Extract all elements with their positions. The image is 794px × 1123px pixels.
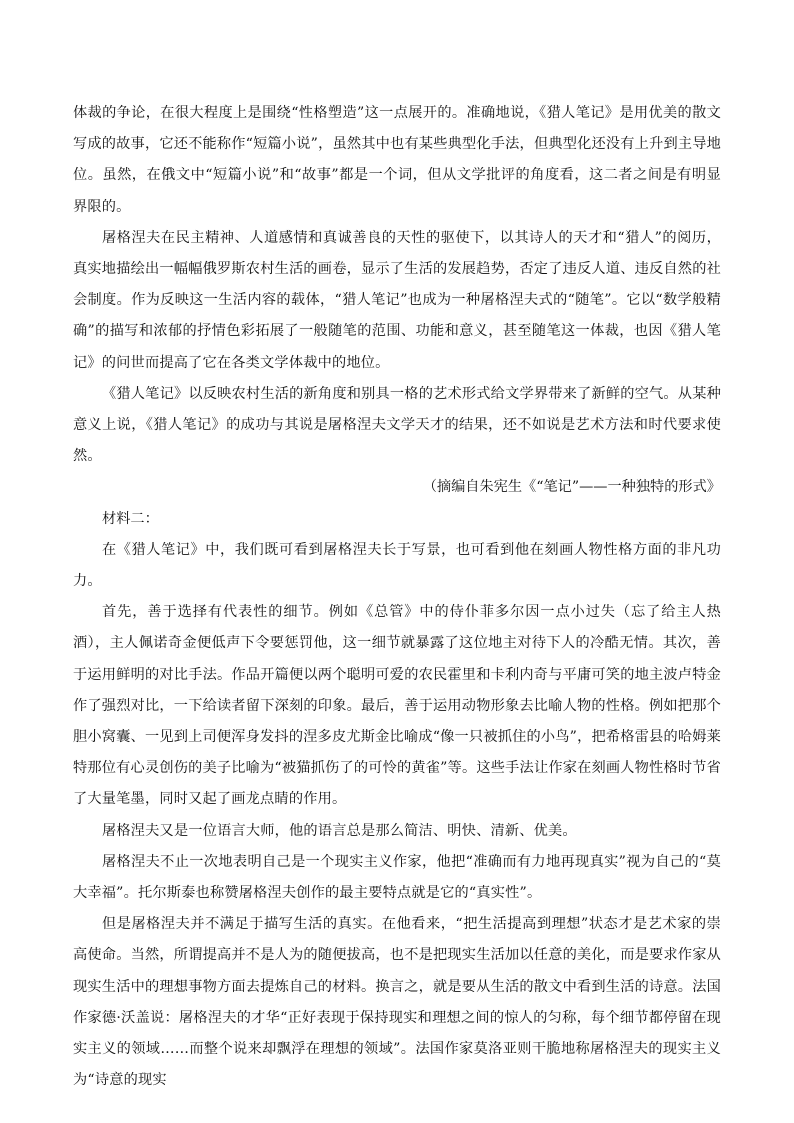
document-body: [73, 98, 721, 1097]
paragraph-ideal: 但是屠格涅夫并不满足于描写生活的真实。在他看来，“把生活提高到理想”状态才是艺术家的崇高使命。当然，所谓提高并不是人为的随便拔高，也不是把现实生活加以任意的美化，而是要求作家从现实生活中的理想事物方面去提炼自己的材料。换言之，就是要从生活的散文中看到生活的诗意。法国作家德·沃盖说：屠格涅夫的才华“正好表现于保持现实和理想之间的惊人的匀称，每个细节都停留在现实主义的领域……而整个说来却飘浮在理想的领域”。法国作家莫洛亚则干脆地称屠格涅夫的现实主义为“诗意的现实: [73, 916, 721, 1089]
paragraph-intro: 在《猎人笔记》中，我们既可看到屠格涅夫长于写景，也可看到他在刻画人物性格方面的非凡功力。: [73, 541, 721, 590]
material-two-label: 材料二：: [102, 510, 159, 527]
paragraph-new-perspective: 《猎人笔记》以反映农村生活的新角度和别具一格的艺术形式给文学界带来了新鲜的空气。从某种意义上说，《猎人笔记》的成功与其说是屠格涅夫文学天才的结果，还不如说是艺术方法和时代要求使然。: [73, 385, 721, 465]
paragraph-continuation: 体裁的争论，在很大程度上是围绕“性格塑造”这一点展开的。准确地说，《猎人笔记》是用优美的散文写成的故事，它还不能称作“短篇小说”，虽然其中也有某些典型化手法，但典型化还没有上升到主导地位。虽然，在俄文中“短篇小说”和“故事”都是一个词，但从文学批评的角度看，这二者之间是有明显界限的。: [73, 105, 721, 215]
paragraph-language-master: 屠格涅夫又是一位语言大师，他的语言总是那么简洁、明快、清新、优美。: [102, 822, 577, 839]
paragraph-turgenev-democracy: 屠格涅夫在民主精神、人道感情和真诚善良的天性的驱使下，以其诗人的天才和“猎人”的阅历，真实地描绘出一幅幅俄罗斯农村生活的画卷，显示了生活的发展趋势，否定了违反人道、违反自然的社会制度。作为反映这一生活内容的载体，“猎人笔记”也成为一种屠格涅夫式的“随笔”。它以“数学般精确”的描写和浓郁的抒情色彩拓展了一般随笔的范围、功能和意义，甚至随笔这一体裁，也因《猎人笔记》的问世而提高了它在各类文学体裁中的地位。: [73, 229, 721, 371]
paragraph-techniques: 首先，善于选择有代表性的细节。例如《总管》中的侍仆菲多尔因一点小过失（忘了给主人热酒），主人佩诺奇金便低声下令要惩罚他，这一细节就暴露了这位地主对待下人的冷酷无情。其次，善于运用鲜明的对比手法。作品开篇便以两个聪明可爱的农民霍里和卡利内奇与平庸可笑的地主波卢特金作了强烈对比，一下给读者留下深刻的印象。最后，善于运用动物形象去比喻人物的性格。例如把那个胆小窝囊、一见到上司便浑身发抖的涅多皮尤斯金比喻成“像一只被抓住的小鸟”，把希格雷县的哈姆莱特那位有心灵创伤的美子比喻为“被猫抓伤了的可怜的黄雀”等。这些手法让作家在刻画人物性格时节省了大量笔墨，同时又起了画龙点睛的作用。: [73, 604, 721, 808]
paragraph-realism: 屠格涅夫不止一次地表明自己是一个现实主义作家，他把“准确而有力地再现真实”视为自己的“莫大幸福”。托尔斯泰也称赞屠格涅夫创作的最主要特点就是它的“真实性”。: [73, 853, 721, 902]
source-citation: （摘编自朱宪生《“笔记”——一种独特的形式》: [422, 479, 721, 496]
